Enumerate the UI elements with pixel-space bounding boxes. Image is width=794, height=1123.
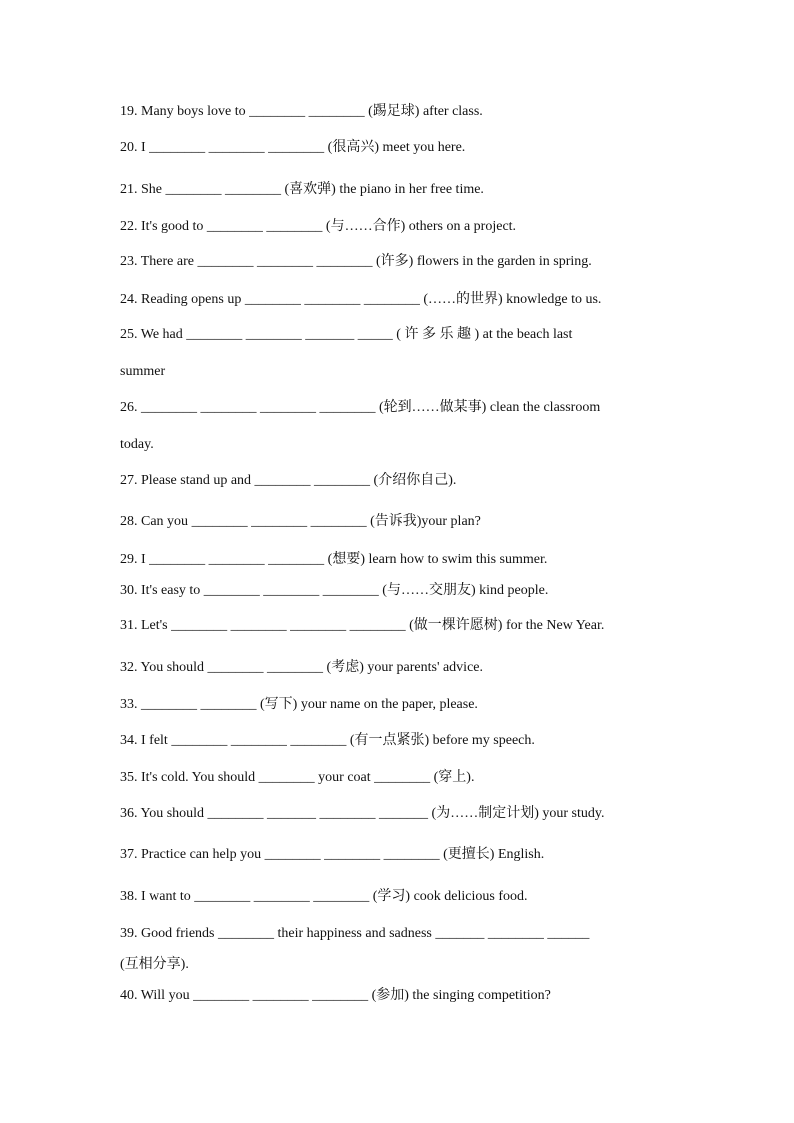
question-33	[120, 696, 675, 714]
question-text: 34. I felt	[120, 733, 172, 748]
chinese-hint: (许多)	[375, 254, 414, 269]
chinese-hint: (为……制定计划)	[431, 806, 539, 821]
chinese-hint: (写下)	[260, 697, 298, 712]
question-text-end: English.	[494, 847, 545, 862]
question-text-end: the singing competition?	[408, 988, 551, 1003]
question-text-end: your coat ________ (穿上).	[314, 770, 475, 785]
chinese-hint: (与……合作)	[325, 219, 406, 234]
question-38	[120, 888, 675, 906]
question-19	[120, 103, 675, 121]
question-text: 38. I want to	[120, 889, 195, 904]
question-24	[120, 291, 675, 309]
question-text-end: kind people.	[475, 583, 549, 598]
answer-blanks[interactable]: ________ ________ ________	[194, 889, 373, 904]
question-text-end: their happiness and sadness _______ ________ ______	[274, 926, 590, 941]
answer-blanks[interactable]: ________ ________ ________	[203, 583, 383, 598]
question-text-end: your parents' advice.	[363, 660, 484, 675]
question-text: 20. I	[120, 140, 150, 155]
answer-blanks[interactable]: ________ ________ ________	[193, 988, 372, 1003]
chinese-hint: (告诉我)	[370, 514, 422, 529]
answer-blanks[interactable]: ________ ________ ________ ________	[171, 618, 410, 633]
question-text: 22. It's good to	[120, 219, 207, 234]
question-31	[120, 617, 675, 635]
answer-blanks[interactable]: ________	[218, 926, 274, 941]
question-text: 27. Please stand up and	[120, 473, 255, 488]
question-text-end: .	[452, 473, 457, 488]
question-text-end: clean the classroom	[486, 400, 601, 415]
question-39-continued	[120, 956, 675, 974]
question-text: 37. Practice can help you	[120, 847, 265, 862]
chinese-hint: (轮到……做某事)	[379, 400, 487, 415]
question-text-end: meet you here.	[379, 140, 466, 155]
answer-blanks[interactable]: ________ _______ ________ _______	[207, 806, 432, 821]
question-text-end: knowledge to us.	[502, 292, 602, 307]
question-text: 23. There are	[120, 254, 198, 269]
answer-blanks[interactable]: ________ ________ ________	[197, 254, 376, 269]
question-text: 36. You should	[120, 806, 208, 821]
question-text: 31. Let's	[120, 618, 172, 633]
answer-blanks[interactable]: ________ ________ ________	[191, 514, 371, 529]
answer-blanks[interactable]: ________ ________	[165, 182, 285, 197]
answer-blanks[interactable]: ________	[258, 770, 315, 785]
question-28	[120, 513, 675, 531]
question-21	[120, 181, 675, 199]
question-text: 26.	[120, 400, 141, 415]
chinese-hint: (更擅长)	[443, 847, 495, 862]
answer-blanks[interactable]: ________ ________	[141, 697, 260, 712]
question-text: 24. Reading opens up	[120, 292, 245, 307]
question-text-end: flowers in the garden in spring.	[413, 254, 592, 269]
question-text-end: after class.	[419, 104, 483, 119]
question-text: 19. Many boys love to	[120, 104, 250, 119]
question-25-continued	[120, 363, 675, 381]
chinese-hint: (学习)	[372, 889, 411, 904]
question-text: 30. It's easy to	[120, 583, 204, 598]
chinese-hint: (喜欢弹)	[284, 182, 336, 197]
answer-blanks[interactable]: ________ ________	[249, 104, 369, 119]
answer-blanks[interactable]: ________ ________	[207, 660, 327, 675]
answer-blanks[interactable]: ________ ________ ________	[264, 847, 444, 862]
question-text-end: your study.	[538, 806, 605, 821]
question-22	[120, 218, 675, 236]
chinese-hint: (做一棵许愿树)	[409, 618, 503, 633]
question-text-end: at the beach last	[479, 327, 573, 342]
answer-blanks[interactable]: ________ ________ ________	[171, 733, 350, 748]
question-40	[120, 987, 675, 1005]
question-text: today.	[120, 437, 154, 452]
answer-blanks[interactable]: ________ ________	[254, 473, 374, 488]
question-34	[120, 732, 675, 750]
question-32	[120, 659, 675, 677]
chinese-hint: (……的世界)	[423, 292, 503, 307]
chinese-hint: (与……交朋友)	[382, 583, 476, 598]
question-text: 33.	[120, 697, 141, 712]
question-30	[120, 582, 675, 600]
question-text-end: your name on the paper, please.	[297, 697, 478, 712]
chinese-hint: ( 许 多 乐 趣 )	[396, 327, 480, 342]
chinese-hint: (互相分享).	[120, 957, 189, 972]
question-37	[120, 846, 675, 864]
chinese-hint: (介绍你自己)	[373, 473, 453, 488]
question-23	[120, 253, 675, 271]
question-text: 39. Good friends	[120, 926, 218, 941]
answer-blanks[interactable]: ________ ________ ________	[149, 552, 328, 567]
question-20	[120, 139, 675, 157]
question-26-continued	[120, 436, 675, 454]
chinese-hint: (很高兴)	[327, 140, 379, 155]
chinese-hint: (考虑)	[326, 660, 364, 675]
question-text: 32. You should	[120, 660, 208, 675]
question-text: summer	[120, 364, 166, 379]
question-text-end: before my speech.	[429, 733, 535, 748]
answer-blanks[interactable]: ________ ________ ________	[149, 140, 328, 155]
question-text: 28. Can you	[120, 514, 192, 529]
question-25	[120, 326, 675, 344]
answer-blanks[interactable]: ________ ________	[206, 219, 326, 234]
answer-blanks[interactable]: ________ ________ _______ _____	[186, 327, 397, 342]
question-text-end: your plan?	[421, 514, 481, 529]
question-text-end: others on a project.	[405, 219, 517, 234]
chinese-hint: (有一点紧张)	[349, 733, 430, 748]
question-text: 29. I	[120, 552, 150, 567]
question-35	[120, 769, 675, 787]
question-26	[120, 399, 675, 417]
chinese-hint: (想要)	[327, 552, 365, 567]
answer-blanks[interactable]: ________ ________ ________ ________	[141, 400, 379, 415]
question-text-end: learn how to swim this summer.	[365, 552, 548, 567]
question-text-end: cook delicious food.	[410, 889, 528, 904]
question-39	[120, 925, 675, 943]
question-36	[120, 805, 675, 823]
question-text: 35. It's cold. You should	[120, 770, 259, 785]
chinese-hint: (踢足球)	[368, 104, 420, 119]
question-text: 21. She	[120, 182, 166, 197]
question-text: 40. Will you	[120, 988, 194, 1003]
question-text-end: the piano in her free time.	[335, 182, 484, 197]
question-text: 25. We had	[120, 327, 187, 342]
question-text-end: for the New Year.	[502, 618, 605, 633]
chinese-hint: (参加)	[371, 988, 409, 1003]
question-27	[120, 472, 675, 490]
question-29	[120, 551, 675, 569]
answer-blanks[interactable]: ________ ________ ________	[244, 292, 424, 307]
